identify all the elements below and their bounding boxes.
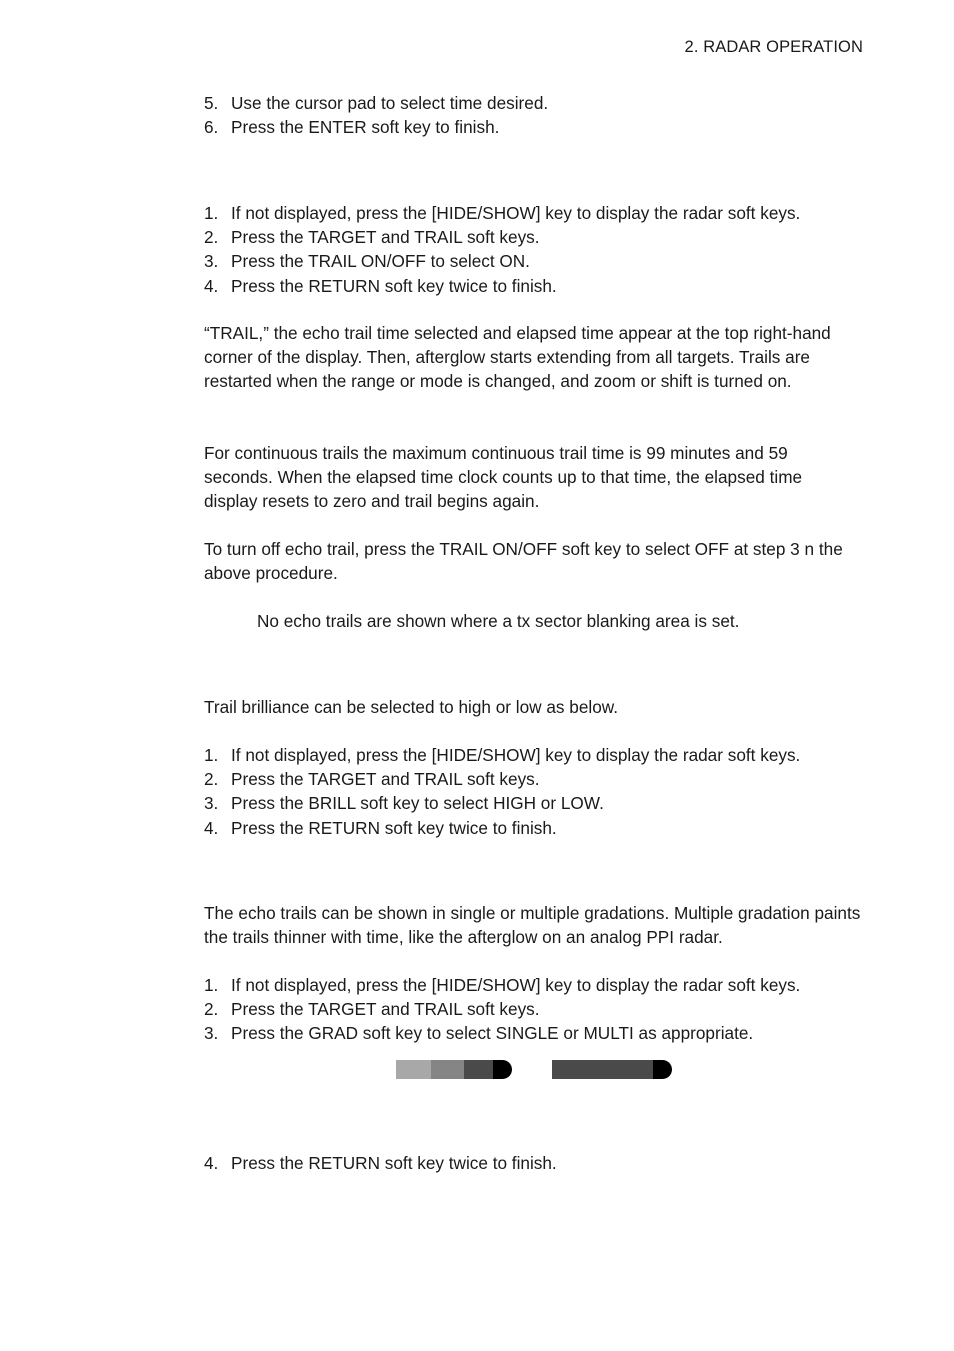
step-number: 5. [204,93,219,113]
paragraph: The echo trails can be shown in single or multiple gradations. Multiple gradation paints the trails thinner with time, like the afterglow on an analog PPI radar. [204,903,861,947]
list-item [204,767,874,791]
step-text: Press the RETURN soft key twice to finish. [231,1153,557,1173]
step-text: Press the ENTER soft key to finish. [231,117,500,138]
list-item [204,274,874,298]
target-echo-head [493,1060,512,1079]
list-item [204,997,874,1021]
continuous-trail-description [204,441,852,513]
trail-on-steps [204,201,874,298]
note-text: No echo trails are shown where a tx sector blanking area is set. [257,611,740,631]
list-item [204,201,874,225]
step-text: Press the BRILL soft key to select HIGH or LOW. [231,793,604,814]
step-number: 4. [204,817,219,838]
list-item [204,743,874,767]
list-item [204,1021,874,1045]
step-text: Press the GRAD soft key to select SINGLE or MULTI as appropriate. [231,1023,754,1044]
page-header: 2. RADAR OPERATION [684,38,863,56]
step-text: If not displayed, press the [HIDE/SHOW] key to display the radar soft keys. [231,745,801,765]
step-number: 2. [204,999,219,1020]
step-number: 1. [204,975,219,995]
step-text: Press the RETURN soft key twice to finish. [231,817,557,838]
list-item [204,1151,874,1175]
list-item [204,791,874,815]
step-number: 4. [204,1153,219,1173]
gradation-steps [204,973,874,1046]
list-item [204,225,874,249]
list-item [204,973,874,997]
step-number: 3. [204,251,219,272]
paragraph: To turn off echo trail, press the TRAIL ON/OFF soft key to select OFF at step 3 n the above procedure. [204,539,843,583]
step-text: Press the TARGET and TRAIL soft keys. [231,227,540,248]
step-number: 4. [204,275,219,296]
trail-segment-light [396,1060,431,1079]
paragraph: Trail brilliance can be selected to high or low as below. [204,697,618,717]
step-text: Press the TARGET and TRAIL soft keys. [231,999,540,1020]
step-number: 2. [204,769,219,790]
step-number: 3. [204,793,219,814]
list-item [204,249,874,273]
trail-segment-single [552,1060,654,1079]
step-text: Press the TRAIL ON/OFF to select ON. [231,251,530,272]
trail-segment-dark [464,1060,494,1079]
gradation-intro [204,901,864,949]
step-text: If not displayed, press the [HIDE/SHOW] key to display the radar soft keys. [231,203,801,223]
list-item [204,115,874,139]
trail-segment-mid [431,1060,464,1079]
step-number: 1. [204,203,219,223]
step-text: Use the cursor pad to select time desired. [231,93,549,113]
trail-off-description [204,537,864,585]
step-number: 6. [204,117,219,138]
brilliance-intro [204,695,874,719]
step-text: Press the RETURN soft key twice to finish. [231,275,557,296]
step-number: 1. [204,745,219,765]
step-text: If not displayed, press the [HIDE/SHOW] key to display the radar soft keys. [231,975,801,995]
list-item [204,816,874,840]
paragraph: For continuous trails the maximum continuous trail time is 99 minutes and 59 seconds. When the elapsed time clock counts up to that time, the elapsed time display resets to zero and trail begins again. [204,443,803,511]
step-number: 2. [204,227,219,248]
paragraph: “TRAIL,” the echo trail time selected and elapsed time appear at the top right-hand corner of the display. Then, afterglow starts extending from all targets. Trails are restarted when the range or mode is changed, and zoom or shift is turned on. [204,323,831,391]
gradation-final-step [204,1151,874,1175]
trail-description [204,321,866,393]
step-text: Press the TARGET and TRAIL soft keys. [231,769,540,790]
time-steps [204,91,874,139]
list-item [204,91,874,115]
step-number: 3. [204,1023,219,1044]
brilliance-steps [204,743,874,840]
single-gradation-illustration [552,1060,674,1079]
target-echo-head [653,1060,672,1079]
multi-gradation-illustration [396,1060,516,1079]
